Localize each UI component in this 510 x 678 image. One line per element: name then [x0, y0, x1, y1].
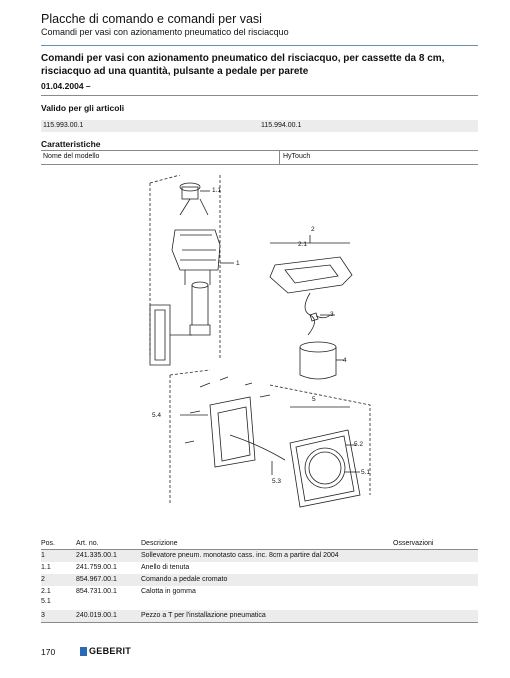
characteristic-value: HyTouch: [283, 153, 311, 160]
pos-cell: 2: [41, 576, 45, 583]
pneumatic-lifter-part: [150, 199, 234, 365]
pos-cell: 3: [41, 612, 45, 619]
product-title-line-1: Comandi per vasi con azionamento pneumatico del risciacquo, per cassette da 8 cm,: [41, 53, 445, 64]
divider: [41, 95, 478, 96]
sealing-ring-part: [180, 183, 210, 199]
wall-outline: [170, 370, 370, 505]
desc-cell: Comando a pedale cromato: [141, 576, 228, 583]
desc-cell: Calotta in gomma: [141, 588, 196, 595]
art-cell: 241.759.00.1: [76, 564, 117, 571]
art-cell: 241.335.00.1: [76, 552, 117, 559]
pos-cell: 1: [41, 552, 45, 559]
header-divider: [41, 45, 478, 46]
callout-label: 2: [311, 226, 315, 233]
product-title: [41, 53, 481, 78]
table-row: [41, 574, 478, 586]
art-cell: 854.967.00.1: [76, 576, 117, 583]
geberit-logo: [80, 646, 131, 656]
cistern-outline: [150, 175, 220, 360]
column-header: Pos.: [41, 540, 56, 547]
cell-divider: [279, 151, 280, 164]
callout-label: 1: [236, 260, 240, 267]
characteristics-row: [41, 151, 478, 164]
table-bottom-rule: [41, 622, 478, 623]
callout-label: 5: [312, 396, 316, 403]
callout-label: 4: [343, 357, 347, 364]
characteristic-label: Nome del modello: [43, 153, 100, 160]
exploded-parts-drawing: [120, 175, 390, 515]
valid-articles-row: [41, 120, 478, 132]
product-title-line-2: risciacquo ad una quantità, pulsante a pedale per parete: [41, 65, 309, 77]
validity-date: 01.04.2004 –: [41, 81, 91, 91]
page-number: 170: [41, 647, 56, 657]
logo-mark-icon: [80, 647, 87, 656]
callout-label: 5.2: [354, 441, 364, 448]
mounting-frame-part: [180, 377, 285, 467]
pos-cell: 1.1: [41, 564, 51, 571]
column-header: Art. no.: [76, 540, 99, 547]
pedal-plate-part: [290, 430, 360, 507]
brand-name: GEBERIT: [89, 646, 132, 656]
art-cell: 854.731.00.1: [76, 588, 117, 595]
page-title: Placche di comando e comandi per vasi: [41, 12, 262, 26]
callout-label: 5.1: [361, 469, 371, 476]
table-row: [41, 550, 478, 562]
desc-cell: Pezzo a T per l'installazione pneumatica: [141, 612, 266, 619]
article-number: 115.993.00.1: [43, 122, 84, 129]
column-header: Osservazioni: [393, 540, 434, 547]
foot-pedal-part: [270, 235, 352, 335]
table-row: [41, 586, 478, 610]
art-cell: 240.019.00.1: [76, 612, 117, 619]
callout-label: 5.3: [272, 478, 282, 485]
divider: [41, 164, 478, 165]
callout-label: 2.1: [298, 241, 308, 248]
pos-cell: 5.1: [41, 598, 51, 605]
pos-cell: 2.1: [41, 588, 51, 595]
column-header: Descrizione: [141, 540, 178, 547]
callout-label: 3: [330, 311, 334, 318]
desc-cell: Anello di tenuta: [141, 564, 190, 571]
valid-articles-heading: Valido per gli articoli: [41, 103, 125, 113]
table-row: [41, 562, 478, 574]
characteristics-heading: Caratteristiche: [41, 139, 101, 149]
page-subtitle: Comandi per vasi con azionamento pneumatico del risciacquo: [41, 27, 289, 37]
rubber-cap-part: [300, 342, 344, 379]
desc-cell: Sollevatore pneum. monotasto cass. inc. 8cm a partire dal 2004: [141, 552, 339, 559]
callout-label: 5.4: [152, 412, 162, 419]
callout-label: 1.1: [212, 187, 222, 194]
article-number: 115.994.00.1: [261, 122, 302, 129]
table-row: [41, 610, 478, 622]
